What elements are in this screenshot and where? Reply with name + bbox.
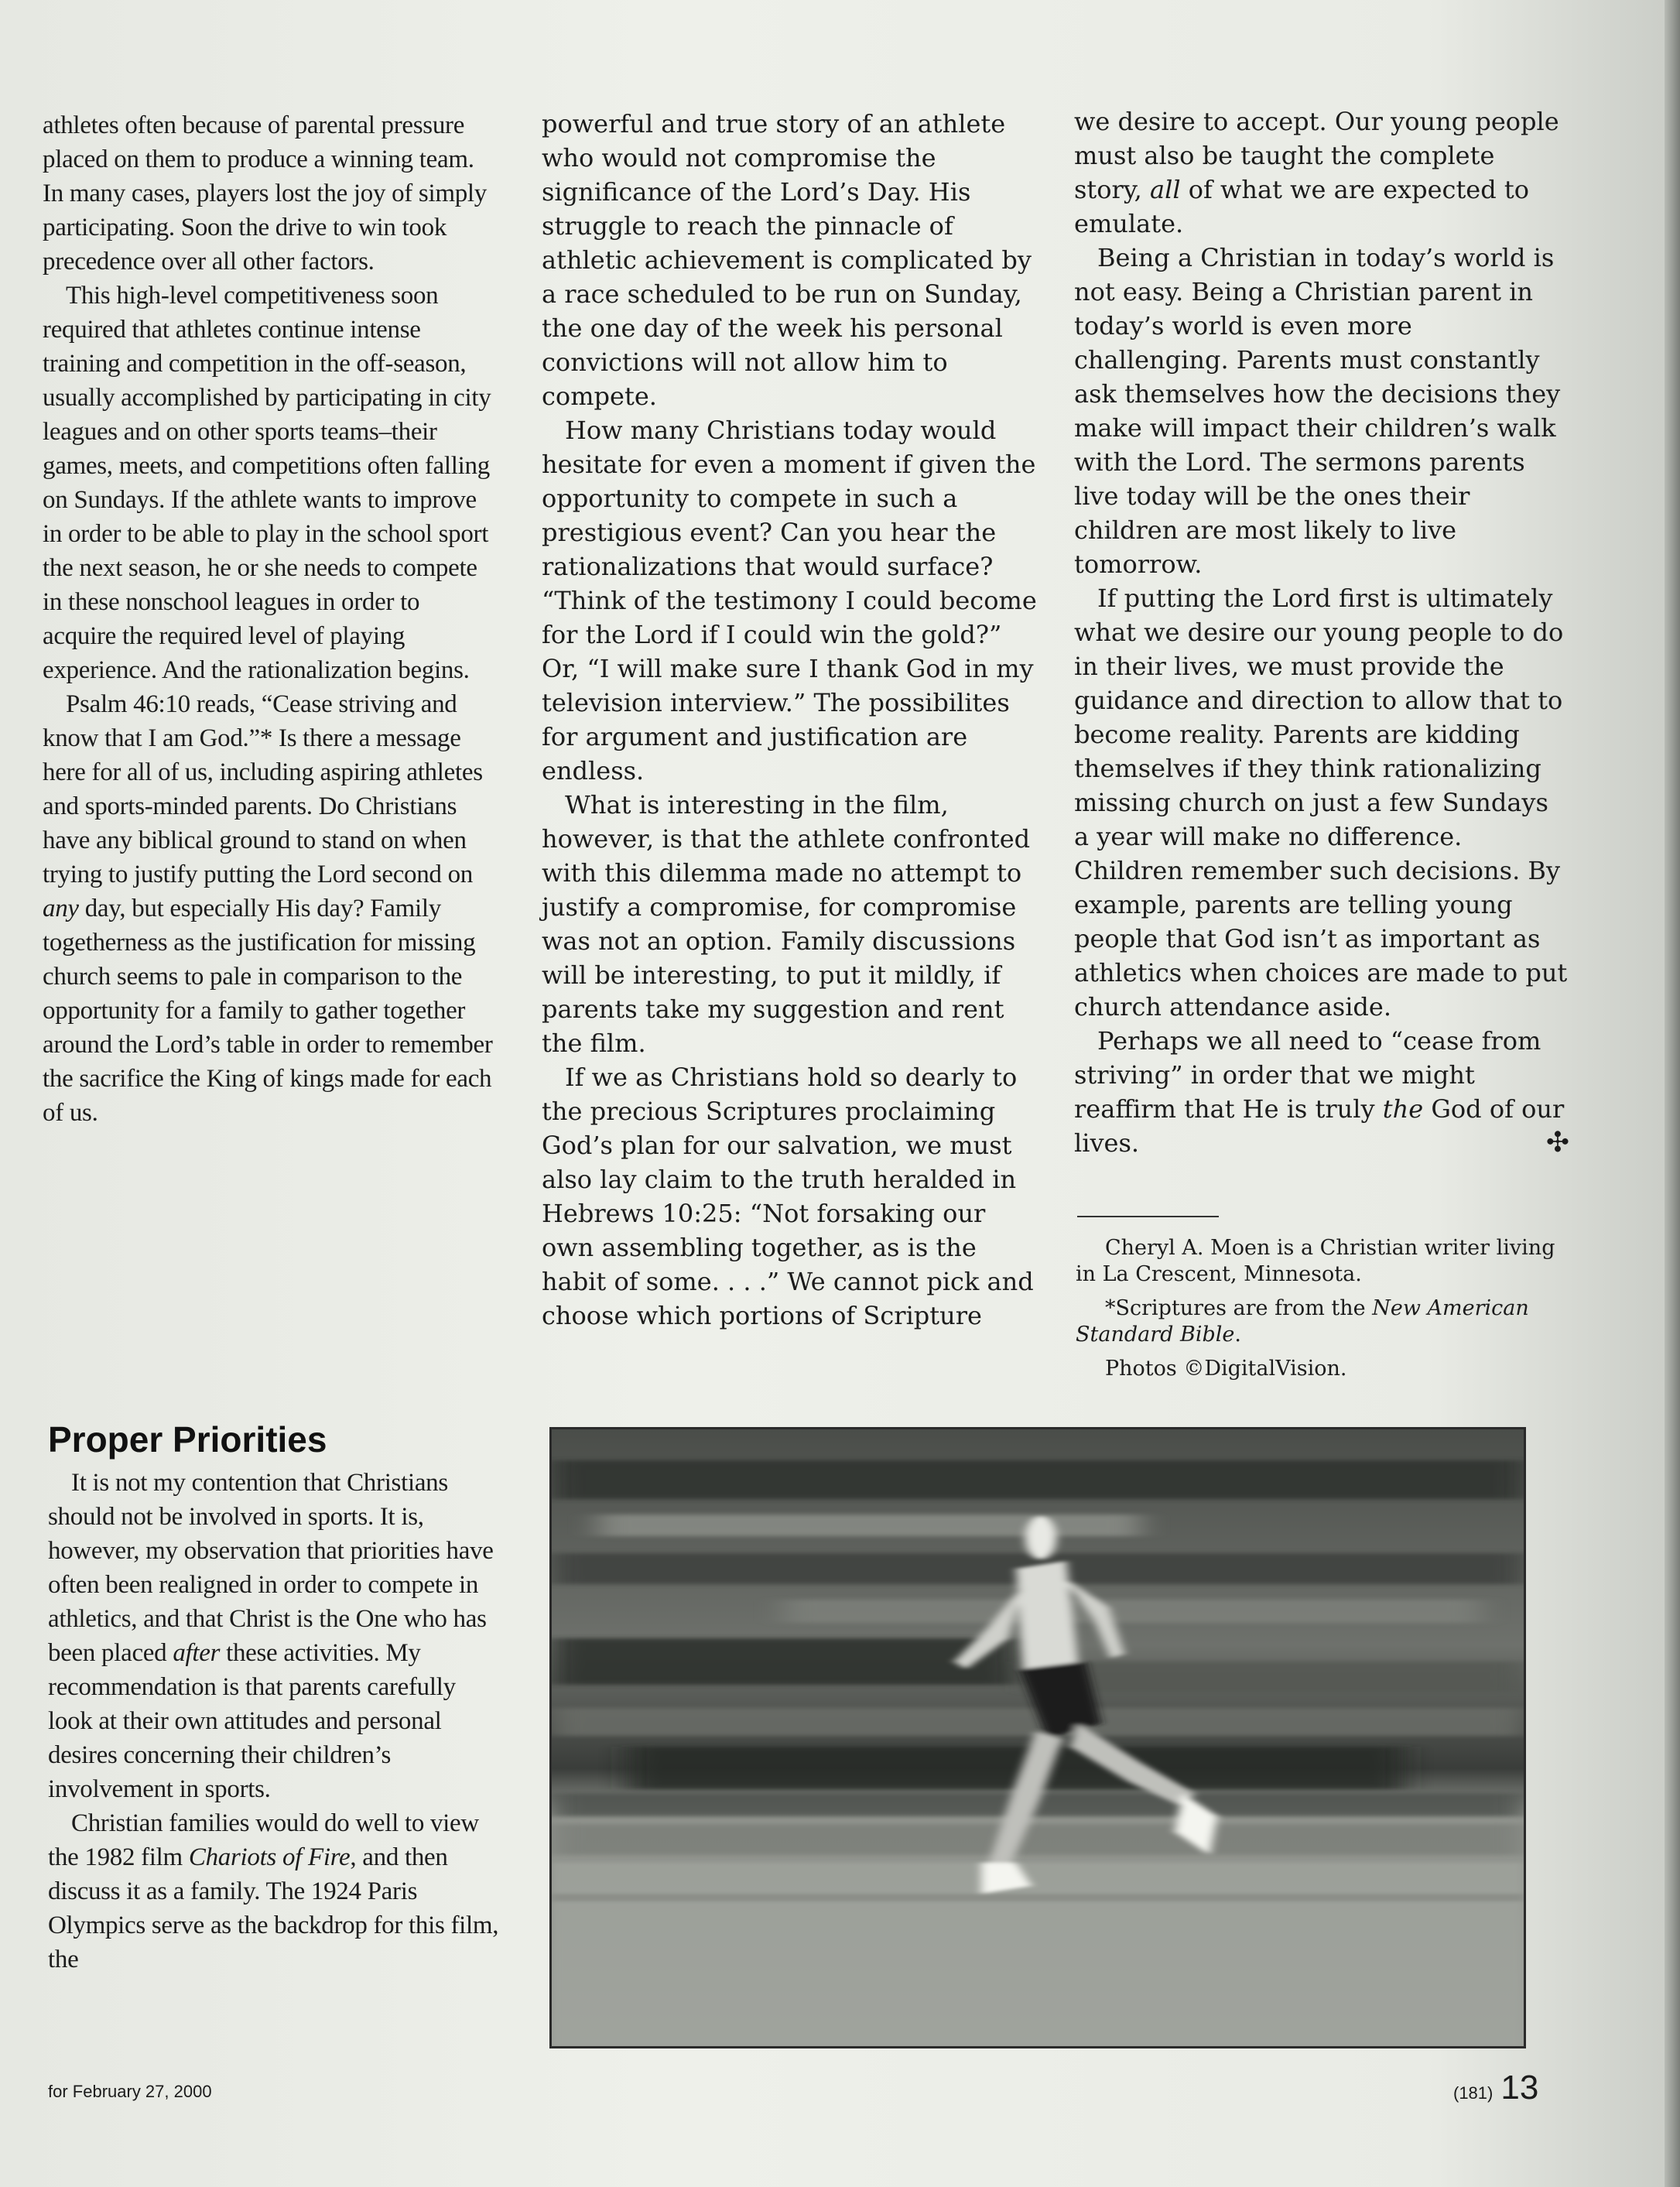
runner-photo-image	[552, 1429, 1524, 2046]
end-of-article-icon: ✣	[1545, 1127, 1569, 1159]
scripture-note: *Scriptures are from the New American Standard Bible.	[1076, 1296, 1529, 1347]
paragraph: It is not my contention that Christians should not be involved in sports. It is, however, my observation that priorities have often been realigned in order to compete in athletics, and that Christ is the One who has been placed after these activities. My recommendation is that parents carefully look at their own attitudes and personal desires concerning their children’s involvement in sports.	[48, 1469, 494, 1803]
paragraph: If putting the Lord first is ultimately what we desire our young people to do in their lives, we must provide the guidance and direction to allow that to become reality. Parents are kidding themselves if they think rationalizing missing church on just a few Sundays a year will make no difference. Children remember such decisions. By example, parents are telling young people that God isn’t as important as athletics when choices are made to put church attendance aside.	[1074, 584, 1568, 1022]
author-bio: Cheryl A. Moen is a Christian writer living in La Crescent, Minnesota.	[1076, 1236, 1555, 1286]
paragraph: Being a Christian in today’s world is not easy. Being a Christian parent in today’s world is even more challenging. Parents must constantly ask themselves how the decisions they make will impact their children’s walk with the Lord. The sermons parents live today will be the ones their children are most likely to live tomorrow.	[1074, 243, 1561, 579]
footnote-divider	[1077, 1216, 1219, 1217]
column-3	[1074, 104, 1569, 1160]
page-folio	[1453, 2069, 1538, 2115]
author-notes	[1076, 1235, 1571, 1390]
issue-date: for February 27, 2000	[48, 2082, 212, 2101]
paragraph: What is interesting in the film, however, is that the athlete confronted with this dilemma made no attempt to justify a compromise, for compromise was not an option. Family discussions will be interesting, to put it mildly, if parents take my suggestion and rent the film.	[542, 790, 1031, 1058]
column-1-lower	[48, 1466, 505, 1977]
column-2	[542, 107, 1037, 1333]
cumulative-page-number: (181)	[1453, 2083, 1494, 2103]
paragraph: Perhaps we all need to “cease from striving” in order that we might reaffirm that He is truly the God of our lives. ✣	[1074, 1026, 1569, 1159]
runner-photo	[549, 1427, 1526, 2048]
paragraph: athletes often because of parental pressure placed on them to produce a winning team. In many cases, players lost the joy of simply participating. Soon the drive to win took precedence over all other factors.	[43, 111, 487, 276]
page-number: 13	[1500, 2069, 1539, 2107]
paragraph: Psalm 46:10 reads, “Cease striving and know that I am God.”* Is there a message here for all of us, including aspiring athletes and sports-minded parents. Do Christians have any biblical ground to stand on when trying to justify putting the Lord second on any day, but especially His day? Family togetherness as the justification for missing church seems to pale in comparison to the opportunity for a family to gather together around the Lord’s table in order to remember the sacrifice the King of kings made for each of us.	[43, 690, 493, 1127]
photo-credit: Photos ©DigitalVision.	[1105, 1357, 1347, 1381]
paragraph: powerful and true story of an athlete who would not compromise the significance of the Lord’s Day. His struggle to reach the pinnacle of athletic achievement is complicated by a race scheduled to be run on Sunday, the one day of the week his personal convictions will not allow him to compete.	[542, 109, 1032, 411]
page-edge-shadow	[1665, 0, 1680, 2187]
paragraph: we desire to accept. Our young people must also be taught the complete story, all of what we are expected to emulate.	[1074, 107, 1559, 238]
paragraph: Christian families would do well to view the 1982 film Chariots of Fire, and then discuss it as a family. The 1924 Paris Olympics serve as the backdrop for this film, the	[48, 1809, 499, 1973]
column-1	[43, 108, 499, 1130]
section-heading: Proper Priorities	[48, 1419, 327, 1460]
paragraph: This high-level competitiveness soon required that athletes continue intense training and competition in the off-season, usually accomplished by participating in city leagues and on other sports teams–their games, meets, and competitions often falling on Sundays. If the athlete wants to improve in order to be able to play in the school sport the next season, he or she needs to compete in these nonschool leagues in order to acquire the required level of playing experience. And the rationalization begins.	[43, 282, 491, 684]
paragraph: If we as Christians hold so dearly to the precious Scriptures proclaiming God’s plan for our salvation, we must also lay claim to the truth heralded in Hebrews 10:25: “Not forsaking our own assembling together, as is the habit of some. . . .” We cannot pick and choose which portions of Scripture	[542, 1063, 1034, 1330]
paragraph: How many Christians today would hesitate for even a moment if given the opportunity to compete in such a prestigious event? Can you hear the rationalizations that would surface? “Think of the testimony I could become for the Lord if I could win the gold?” Or, “I will make sure I thank God in my television interview.” The possibilites for argument and justification are endless.	[542, 416, 1037, 785]
